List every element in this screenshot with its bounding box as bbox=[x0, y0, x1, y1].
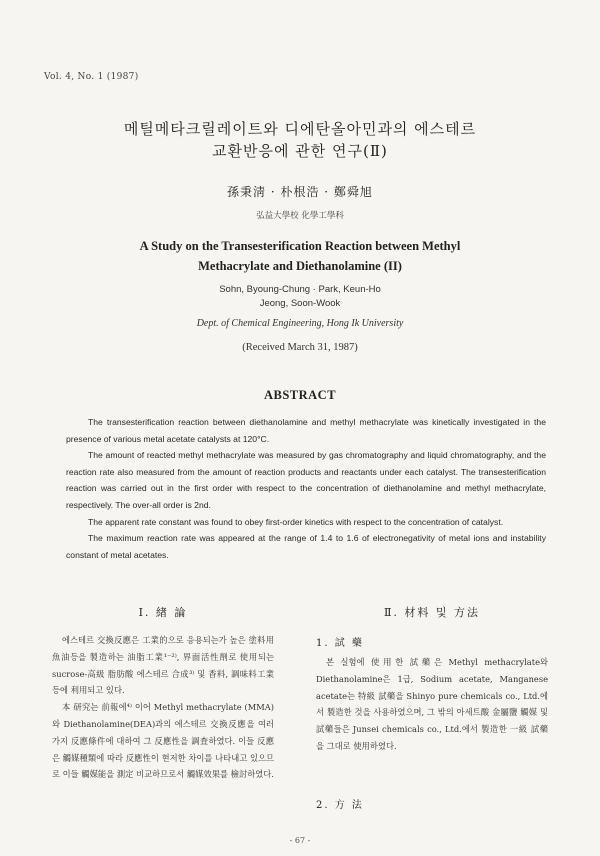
abstract-paragraph: The maximum reaction rate was appeared at the range of 1.4 to 1.6 of electronegativity of metal ions and instability constant of metal acetates. bbox=[66, 533, 546, 560]
korean-affiliation: 弘益大學校 化學工學科 bbox=[256, 211, 344, 221]
section-1-heading: Ⅰ. 緖 論 bbox=[138, 606, 188, 619]
section-2-1-paragraph: 본 실험에 使用한 試藥은 Methyl methacrylate와 Diethanolamine은 1급, Sodium acetate, Manganese acetate는 特級 試藥을 Shinyo pure chemicals co., Ltd.에서 製造한 것을 사용하였으며, 그 밖의 아세트酸 金屬鹽 觸媒 및 試藥들은 Junsei chemicals co., Ltd.에서 製造한 一級 試藥을 그대로 使用하였다. bbox=[316, 657, 548, 751]
english-title bbox=[0, 236, 600, 276]
abstract-body bbox=[66, 414, 546, 563]
abstract-paragraph: The transesterification reaction between diethanolamine and methyl methacrylate was kinetically investigated in the presence of various metal acetate catalysts at 120°C. bbox=[66, 417, 546, 444]
section-1-body bbox=[52, 632, 274, 783]
english-title-line-2: Methacrylate and Diethanolamine (II) bbox=[198, 259, 402, 273]
received-date: (Received March 31, 1987) bbox=[242, 342, 358, 353]
english-authors bbox=[0, 283, 600, 311]
korean-authors: 孫秉淸 · 朴根浩 · 鄭舜旭 bbox=[227, 185, 373, 199]
section-1-paragraph: 本 研究는 前報에⁴⁾ 이어 Methyl methacrylate (MMA)와 Diethanolamine(DEA)과의 에스테르 交換反應을 여러가지 反應條件에 대하여 그 反應性을 調査하였다. 이들 反應은 觸媒種類에 따라 反應性이 현저한 차이를 나타내고 있으므로 이들 觸媒能을 測定 비교하므로서 觸媒效果를 檢討하였다. bbox=[52, 702, 274, 780]
english-title-line-1: A Study on the Transesterification Reaction between Methyl bbox=[139, 239, 461, 253]
section-2-heading: Ⅱ. 材料 및 方法 bbox=[383, 606, 481, 619]
korean-title-line-2: 교환반응에 관한 연구(Ⅱ) bbox=[212, 142, 388, 160]
section-2-2-heading: 2. 方 法 bbox=[316, 800, 364, 811]
section-2-1-heading: 1. 試 藥 bbox=[316, 638, 364, 649]
section-2-1-body bbox=[316, 654, 548, 755]
abstract-paragraph: The apparent rate constant was found to obey first-order kinetics with respect to the concentration of catalyst. bbox=[88, 516, 504, 527]
section-1-paragraph: 에스테르 交換反應은 工業的으로 응용되는가 높은 塗料用 魚油등을 製造하는 油脂工業¹⁻²⁾, 界面活性劑로 使用되는 sucrose-高級 脂肪酸 에스테르 合成³⁾ 및 香料, 調味料工業등에 利用되고 있다. bbox=[52, 635, 274, 696]
abstract-heading: ABSTRACT bbox=[263, 388, 337, 402]
abstract-paragraph: The amount of reacted methyl methacrylate was measured by gas chromatography and liquid chromatography, and the reaction rate also measured from the amount of reaction products and reactants under each catalyst. The transesterification reaction was carried out in the first order with respect to the concentration of diethanolamine and methyl methacrylate, respectively. The over-all order is 2nd. bbox=[66, 450, 546, 510]
korean-title-line-1: 메틸메타크릴레이트와 디에탄올아민과의 에스테르 bbox=[123, 120, 477, 138]
english-authors-line-2: Jeong, Soon-Wook bbox=[259, 298, 341, 309]
english-authors-line-1: Sohn, Byoung-Chung · Park, Keun-Ho bbox=[219, 284, 381, 295]
korean-title bbox=[0, 118, 600, 162]
page-number: - 67 - bbox=[289, 836, 311, 845]
english-affiliation: Dept. of Chemical Engineering, Hong Ik University bbox=[196, 318, 404, 329]
volume-header: Vol. 4, No. 1 (1987) bbox=[44, 72, 139, 82]
